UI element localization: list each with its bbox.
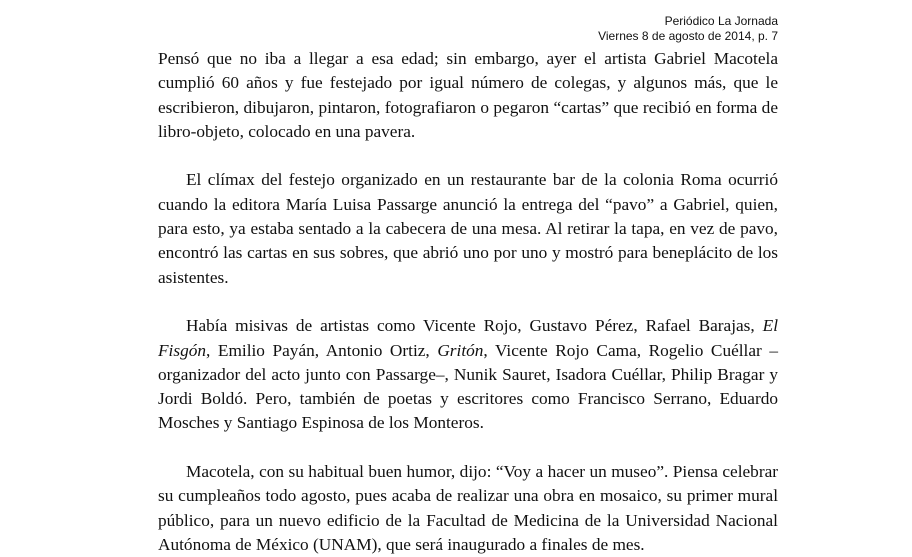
page-header bbox=[598, 14, 778, 44]
paragraph-2: El clímax del festejo organizado en un restaurante bar de la colonia Roma ocurrió cuando la editora María Luisa Passarge anunció la entrega del “pavo” a Gabriel, quien, para esto, ya estaba sentado a la cabecera de una mesa. Al retirar la tapa, en vez de pavo, encontró las cartas en sus sobres, que abrió uno por uno y mostró para beneplácito de los asistentes. bbox=[158, 170, 778, 287]
paragraph-3-text-b: , Emilio Payán, Antonio Ortiz, bbox=[206, 340, 438, 360]
paragraph-1: Pensó que no iba a llegar a esa edad; sin embargo, ayer el artista Gabriel Macotela cumplió 60 años y fue festejado por igual número de colegas, y algunos más, que le escribieron, dibujaron, pintaron, fotografiaron o pegaron “cartas” que recibió en forma de libro-objeto, colocado en una pavera. bbox=[158, 49, 778, 141]
paragraph-3-text-a: Había misivas de artistas como Vicente Rojo, Gustavo Pérez, Rafael Barajas, bbox=[186, 316, 763, 336]
paragraph-3-italic-griton: Gritón bbox=[437, 340, 484, 360]
paragraph-3-text-c: , Vicente Rojo Cama, Rogelio Cuéllar –organizador del acto junto con Passarge–, Nunik Sauret, Isadora Cuéllar, Philip Bragar y Jordi Boldó. Pero, también de poetas y escritores como Francisco Serrano, Eduardo Mosches y Santiago Espinosa de los Monteros. bbox=[158, 340, 778, 433]
paragraph-3-italic-el-fisgon: El Fisgón bbox=[158, 316, 778, 360]
paragraph-4: Macotela, con su habitual buen humor, dijo: “Voy a hacer un museo”. Piensa celebrar su cumpleaños todo agosto, pues acaba de realizar una obra en mosaico, su primer mural público, para un nuevo edificio de la Facultad de Medicina de la Universidad Nacional Autónoma de México (UNAM), que será inaugurado a finales de mes. bbox=[158, 462, 778, 554]
publication-date-page: Viernes 8 de agosto de 2014, p. 7 bbox=[598, 29, 778, 43]
article-body bbox=[158, 47, 778, 557]
publication-name: Periódico La Jornada bbox=[664, 14, 778, 28]
paragraph-3 bbox=[158, 314, 778, 435]
